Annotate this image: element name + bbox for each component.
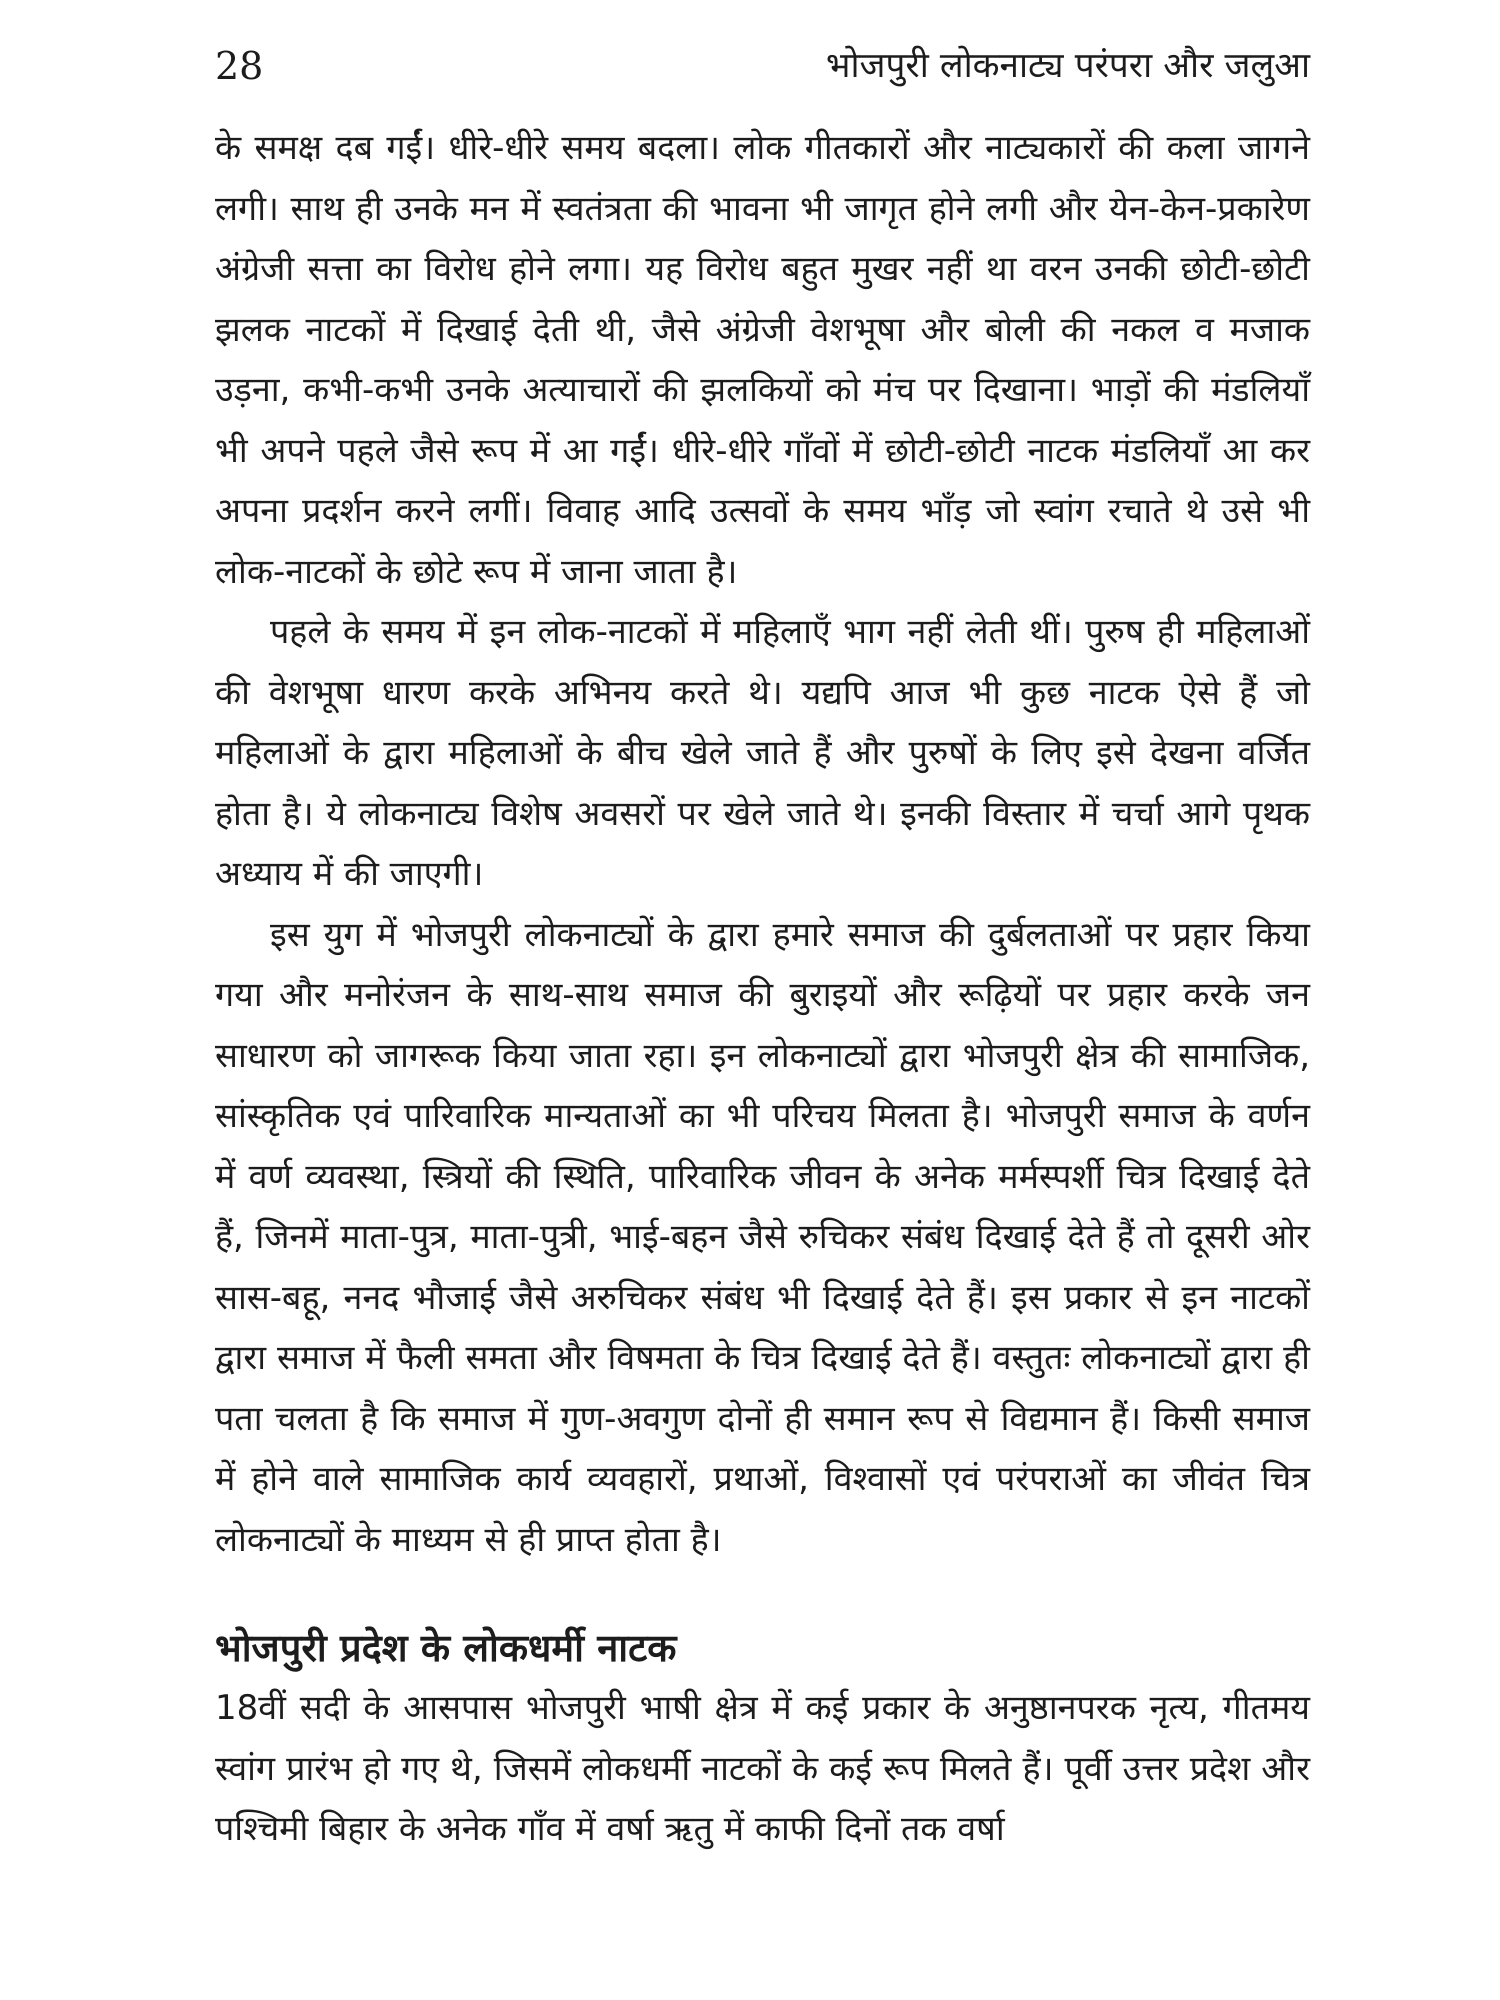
paragraph-women-roles: पहले के समय में इन लोक-नाटकों में महिलाएँ भाग नहीं लेती थीं। पुरुष ही महिलाओं की वेशभूषा धारण करके अभिनय करते थे। यद्यपि आज भी कुछ नाटक ऐसे हैं जो महिलाओं के द्वारा महिलाओं के बीच खेले जाते हैं और पुरुषों के लिए इसे देखना वर्जित होता है। ये लोकनाट्य विशेष अवसरों पर खेले जाते थे। इनकी विस्तार में चर्चा आगे पृथक अध्याय में की जाएगी।: [215, 612, 1310, 894]
paragraph-social-critique: इस युग में भोजपुरी लोकनाट्यों के द्वारा हमारे समाज की दुर्बलताओं पर प्रहार किया गया और मनोरंजन के साथ-साथ समाज की बुराइयों और रूढ़ियों पर प्रहार करके जन साधारण को जागरूक किया जाता रहा। इन लोकनाट्यों द्वारा भोजपुरी क्षेत्र की सामाजिक, सांस्कृतिक एवं पारिवारिक मान्यताओं का भी परिचय मिलता है। भोजपुरी समाज के वर्णन में वर्ण व्यवस्था, स्त्रियों की स्थिति, पारिवारिक जीवन के अनेक मर्मस्पर्शी चित्र दिखाई देते हैं, जिनमें माता-पुत्र, माता-पुत्री, भाई-बहन जैसे रुचिकर संबंध दिखाई देते हैं तो दूसरी ओर सास-बहू, ननद भौजाई जैसे अरुचिकर संबंध भी दिखाई देते हैं। इस प्रकार से इन नाटकों द्वारा समाज में फैली समता और विषमता के चित्र दिखाई देते हैं। वस्तुतः लोकनाट्यों द्वारा ही पता चलता है कि समाज में गुण-अवगुण दोनों ही समान रूप से विद्यमान हैं। किसी समाज में होने वाले सामाजिक कार्य व्यवहारों, प्रथाओं, विश्वासों एवं परंपराओं का जीवंत चित्र लोकनाट्यों के माध्यम से ही प्राप्त होता है।: [215, 914, 1310, 1560]
section-paragraph: 18वीं सदी के आसपास भोजपुरी भाषी क्षेत्र में कई प्रकार के अनुष्ठानपरक नृत्य, गीतमय स्वांग प्रारंभ हो गए थे, जिसमें लोकधर्मी नाटकों के कई रूप मिलते हैं। पूर्वी उत्तर प्रदेश और पश्चिमी बिहार के अनेक गाँव में वर्षा ऋतु में काफी दिनों तक वर्षा: [215, 1688, 1310, 1849]
section-heading: भोजपुरी प्रदेश के लोकधर्मी नाटक: [215, 1626, 677, 1670]
running-title: भोजपुरी लोकनाट्य परंपरा और जलुआ: [825, 46, 1310, 86]
page-number: 28: [215, 44, 264, 88]
running-header: [215, 38, 1310, 98]
paragraph-continued: के समक्ष दब गईं। धीरे-धीरे समय बदला। लोक गीतकारों और नाट्यकारों की कला जागने लगी। साथ ही उनके मन में स्वतंत्रता की भावना भी जागृत होने लगी और येन-केन-प्रकारेण अंग्रेजी सत्ता का विरोध होने लगा। यह विरोध बहुत मुखर नहीं था वरन उनकी छोटी-छोटी झलक नाटकों में दिखाई देती थी, जैसे अंग्रेजी वेशभूषा और बोली की नकल व मजाक उड़ना, कभी-कभी उनके अत्याचारों की झलकियों को मंच पर दिखाना। भाड़ों की मंडलियाँ भी अपने पहले जैसे रूप में आ गईं। धीरे-धीरे गाँवों में छोटी-छोटी नाटक मंडलियाँ आ कर अपना प्रदर्शन करने लगीं। विवाह आदि उत्सवों के समय भाँड़ जो स्वांग रचाते थे उसे भी लोक-नाटकों के छोटे रूप में जाना जाता है।: [215, 128, 1310, 592]
body-text: [215, 118, 1310, 1860]
